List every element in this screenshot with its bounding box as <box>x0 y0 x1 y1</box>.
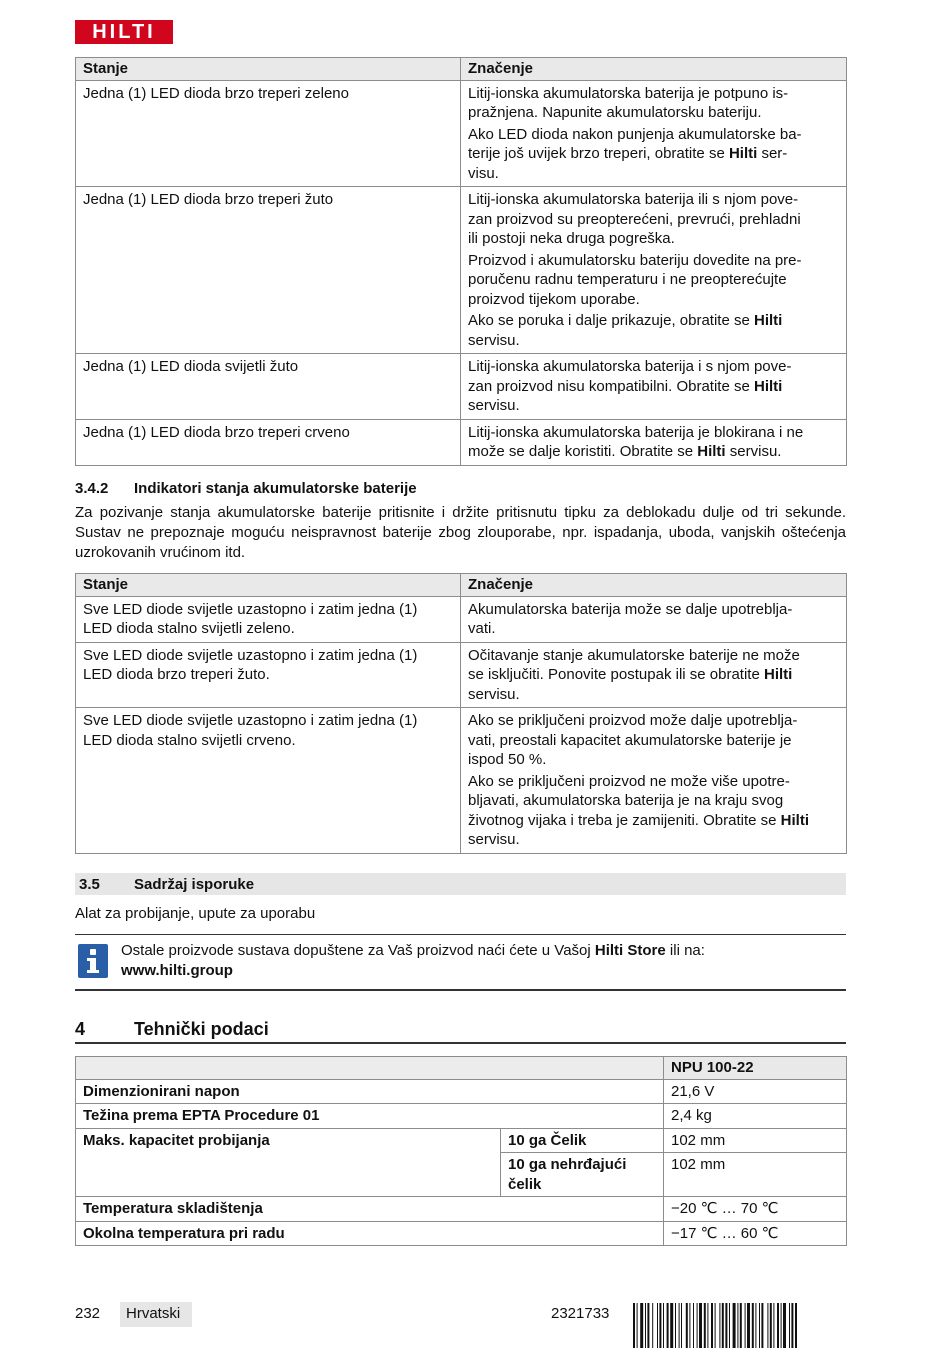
section-number: 3.5 <box>79 876 100 893</box>
column-header: Stanje <box>76 574 461 597</box>
section-35-body: Alat za probijanje, upute za uporabu <box>75 905 316 922</box>
meaning-paragraph: Ako se priključeni proizvod može dalje upotreblja- vati, preostali kapacitet akumulatorske baterije je ispod 50 %. <box>468 712 798 768</box>
state-cell: Sve LED diode svijetle uzastopno i zatim jedna (1) LED dioda stalno svijetli crveno. <box>76 708 461 854</box>
info-note-text: Ostale proizvode sustava dopuštene za Vaš proizvod naći ćete u Vašoj Hilti Store ili na: www.hilti.group <box>121 942 705 979</box>
hilti-website-link: www.hilti.group <box>121 962 233 979</box>
barcode <box>633 1303 846 1348</box>
technical-data-table <box>75 1056 847 1246</box>
table-row <box>76 419 847 465</box>
meaning-cell <box>461 187 847 354</box>
tech-header-row <box>76 1057 847 1080</box>
battery-charge-table <box>75 573 847 854</box>
meaning-cell <box>461 596 847 642</box>
section-342-heading <box>75 480 417 497</box>
hilti-logo <box>75 20 173 44</box>
meaning-paragraph: Litij-ionska akumulatorska baterija je blokirana i ne može se dalje koristiti. Obratite se Hilti servisu. <box>468 423 804 460</box>
meaning-paragraph: Ako LED dioda nakon punjenja akumulatorske ba- terije još uvijek brzo treperi, obratite se Hilti ser- visu. <box>468 125 802 182</box>
info-icon <box>78 944 108 978</box>
meaning-paragraph: Akumulatorska baterija može se dalje upotreblja- vati. <box>468 600 793 637</box>
section-4-rule <box>75 1042 846 1044</box>
meaning-cell <box>461 642 847 708</box>
language-label: Hrvatski <box>126 1305 181 1322</box>
meaning-paragraph: Litij-ionska akumulatorska baterija je potpuno is- pražnjena. Napunite akumulatorsku bateriju. <box>468 84 789 121</box>
section-35-heading <box>75 873 846 895</box>
column-header: Značenje <box>461 58 847 81</box>
state-cell: Jedna (1) LED dioda svijetli žuto <box>76 354 461 420</box>
section-number: 3.4.2 <box>75 480 109 497</box>
language-label-box <box>120 1302 192 1327</box>
tech-row: Maks. kapacitet probijanja 10 ga Čelik 102 mm <box>76 1128 847 1153</box>
meaning-cell <box>461 708 847 854</box>
tech-row: 10 ga nehrđajući čelik 102 mm <box>76 1153 847 1197</box>
meaning-cell <box>461 419 847 465</box>
section-title: Tehnički podaci <box>134 1019 269 1039</box>
state-cell: Sve LED diode svijetle uzastopno i zatim jedna (1) LED dioda stalno svijetli zeleno. <box>76 596 461 642</box>
table-row <box>76 708 847 854</box>
section-number: 4 <box>75 1019 86 1039</box>
hilti-store-link: Hilti Store <box>594 942 666 959</box>
section-342-body: Za pozivanje stanja akumulatorske baterije pritisnite i držite pritisnutu tipku za deblokadu dulje od tri sekunde. Sustav ne prepoznaje moguću neispravnost baterije zbog zlouporabe, npr. ispadanja, uboda, vanjskih oštećenja uzrokovanih vrućinom itd. <box>75 504 846 561</box>
meaning-paragraph: Ako se poruka i dalje prikazuje, obratite se Hilti servisu. <box>468 312 783 349</box>
column-header: Stanje <box>76 58 461 81</box>
section-4-heading <box>75 1019 269 1040</box>
tech-row: Temperatura skladištenja −20 ℃ … 70 ℃ <box>76 1197 847 1222</box>
tech-row: Okolna temperatura pri radu −17 ℃ … 60 ℃ <box>76 1221 847 1246</box>
tech-row: Dimenzionirani napon 21,6 V <box>76 1079 847 1104</box>
state-cell: Jedna (1) LED dioda brzo treperi crveno <box>76 419 461 465</box>
logo-text: HILTI <box>92 21 156 43</box>
page-number: 232 <box>75 1305 101 1322</box>
table-row <box>76 354 847 420</box>
state-cell: Jedna (1) LED dioda brzo treperi žuto <box>76 187 461 354</box>
info-note <box>75 934 846 991</box>
table-row <box>76 642 847 708</box>
led-status-table <box>75 57 847 466</box>
table2-header-row <box>76 574 847 597</box>
meaning-cell <box>461 354 847 420</box>
section-title: Indikatori stanja akumulatorske baterije <box>134 480 417 497</box>
meaning-paragraph: Litij-ionska akumulatorska baterija i s njom pove- zan proizvod nisu kompatibilni. Obratite se Hilti servisu. <box>468 358 792 414</box>
column-header: Značenje <box>461 574 847 597</box>
table-row <box>76 80 847 187</box>
meaning-cell <box>461 80 847 187</box>
meaning-paragraph: Litij-ionska akumulatorska baterija ili s njom pove- zan proizvod su preopterećeni, prevrući, prehladni ili postoji neka druga pogreška. <box>468 191 801 247</box>
meaning-paragraph: Proizvod i akumulatorsku bateriju dovedite na pre- poručenu radnu temperaturu i ne preopterećujte proizvod tijekom uporabe. <box>468 251 802 308</box>
state-cell: Sve LED diode svijetle uzastopno i zatim jedna (1) LED dioda brzo treperi žuto. <box>76 642 461 708</box>
meaning-paragraph: Ako se priključeni proizvod ne može više upotre- bljavati, akumulatorska baterija je na kraju svog životnog vijaka i treba je zamijeniti. Obratite se Hilti servisu. <box>468 772 809 848</box>
document-number: 2321733 <box>551 1305 610 1322</box>
section-title: Sadržaj isporuke <box>134 876 255 893</box>
tech-row: Težina prema EPTA Procedure 01 2,4 kg <box>76 1104 847 1129</box>
meaning-paragraph: Očitavanje stanje akumulatorske baterije ne može se isključiti. Ponovite postupak ili se obratite Hilti servisu. <box>468 646 800 703</box>
table-row <box>76 187 847 354</box>
table-row <box>76 596 847 642</box>
table1-header-row <box>76 58 847 81</box>
state-cell: Jedna (1) LED dioda brzo treperi zeleno <box>76 80 461 187</box>
model-name: NPU 100-22 <box>664 1057 847 1080</box>
